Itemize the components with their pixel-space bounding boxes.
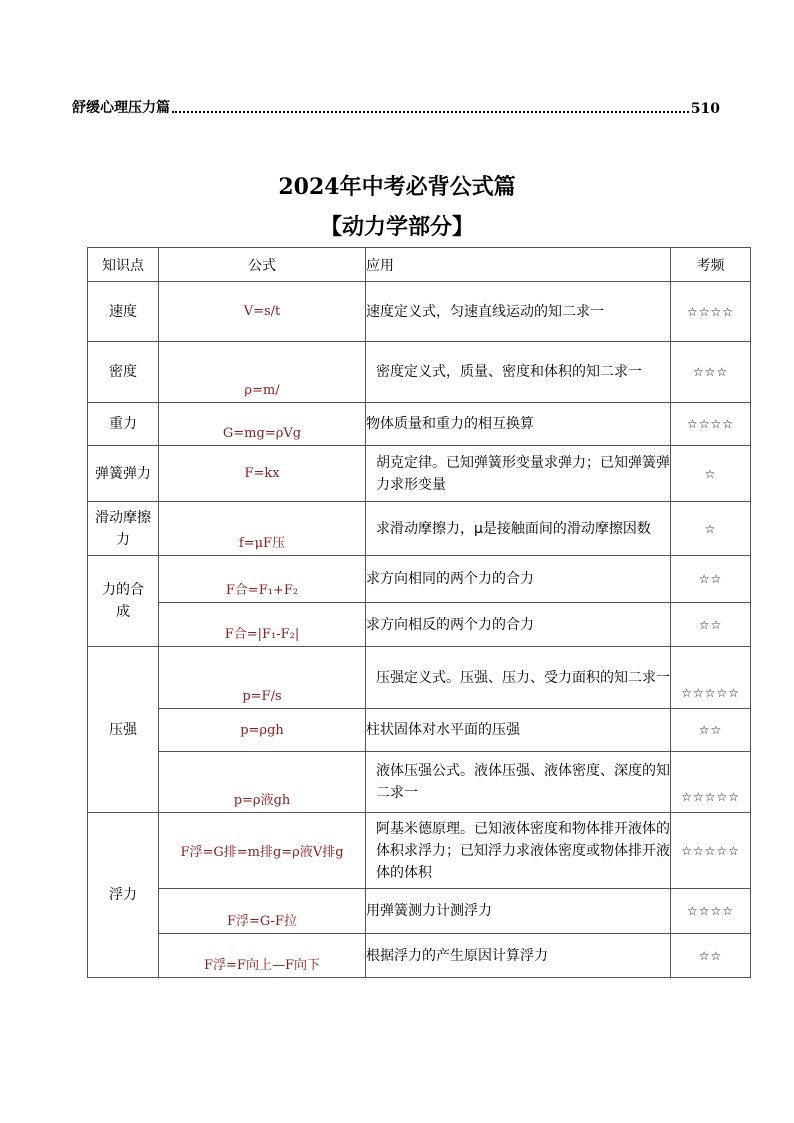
header-frequency: 考频 [671,248,751,282]
frequency-cell: ☆☆☆☆ [671,282,751,342]
section-title: 【动力学部分】 [319,214,474,240]
header-formula: 公式 [159,248,366,282]
frequency-cell: ☆☆ [671,603,751,647]
application-cell: 密度定义式，质量、密度和体积的知二求一 [366,342,671,403]
table-row [88,403,751,446]
formula-cell: F=kx [159,446,366,502]
formula-cell: F合=F₁+F₂ [159,556,366,603]
header-topic: 知识点 [88,248,159,282]
table-row [88,889,751,934]
topic-cell: 重力 [88,403,159,446]
application-cell: 压强定义式。压强、压力、受力面积的知二求一 [366,647,671,709]
topic-cell: 力的合成 [88,556,159,647]
topic-cell: 弹簧弹力 [88,446,159,502]
application-cell: 胡克定律。已知弹簧形变量求弹力；已知弹簧弹力求形变量 [366,446,671,502]
frequency-cell: ☆☆ [671,556,751,603]
formula-cell: p=ρ液gh [159,752,366,813]
table-row [88,446,751,502]
application-cell: 根据浮力的产生原因计算浮力 [366,934,671,978]
topic-cell: 浮力 [88,813,159,978]
frequency-cell: ☆☆ [671,934,751,978]
frequency-cell: ☆☆☆☆ [671,403,751,446]
topic-cell: 压强 [88,647,159,813]
frequency-cell: ☆☆☆☆☆ [671,752,751,813]
frequency-cell: ☆ [671,502,751,556]
table-row [88,342,751,403]
table-row [88,282,751,342]
toc-leader-dots [172,111,689,113]
table-row [88,752,751,813]
topic-cell: 滑动摩擦力 [88,502,159,556]
frequency-cell: ☆☆☆☆ [671,889,751,934]
application-cell: 速度定义式，匀速直线运动的知二求一 [366,282,671,342]
formula-cell: ρ=m/ [159,342,366,403]
formula-cell: V=s/t [159,282,366,342]
table-row [88,603,751,647]
frequency-cell: ☆☆☆ [671,342,751,403]
frequency-cell: ☆☆☆☆☆ [671,813,751,889]
table-row [88,502,751,556]
formula-cell: F浮=F向上—F向下 [159,934,366,978]
frequency-cell: ☆ [671,446,751,502]
formula-cell: F浮=G排=m排g=ρ液V排g [159,813,366,889]
formula-cell: G=mg=ρVg [159,403,366,446]
application-cell: 求方向相同的两个力的合力 [366,556,671,603]
table-row [88,934,751,978]
formula-cell: f=μF压 [159,502,366,556]
frequency-cell: ☆☆ [671,709,751,752]
table-row [88,709,751,752]
formula-cell: p=F/s [159,647,366,709]
formula-cell: F浮=G-F拉 [159,889,366,934]
table-header-row [88,248,751,282]
table-row [88,813,751,889]
table-row [88,647,751,709]
frequency-cell: ☆☆☆☆☆ [671,647,751,709]
formula-cell: F合=|F₁-F₂| [159,603,366,647]
formula-cell: p=ρgh [159,709,366,752]
topic-cell: 速度 [88,282,159,342]
page-title: 2024年中考必背公式篇 [278,174,516,200]
topic-cell: 密度 [88,342,159,403]
toc-entry[interactable] [72,97,720,117]
toc-page-number: 510 [690,101,720,117]
application-cell: 用弹簧测力计测浮力 [366,889,671,934]
application-cell: 柱状固体对水平面的压强 [366,709,671,752]
application-cell: 物体质量和重力的相互换算 [366,403,671,446]
header-application: 应用 [366,248,671,282]
application-cell: 求方向相反的两个力的合力 [366,603,671,647]
table-row [88,556,751,603]
formula-table [87,247,751,978]
toc-title: 舒缓心理压力篇 [72,100,170,116]
application-cell: 液体压强公式。液体压强、液体密度、深度的知二求一 [366,752,671,813]
application-cell: 阿基米德原理。已知液体密度和物体排开液体的体积求浮力；已知浮力求液体密度或物体排开液体的体积 [366,813,671,889]
application-cell: 求滑动摩擦力，μ是接触面间的滑动摩擦因数 [366,502,671,556]
